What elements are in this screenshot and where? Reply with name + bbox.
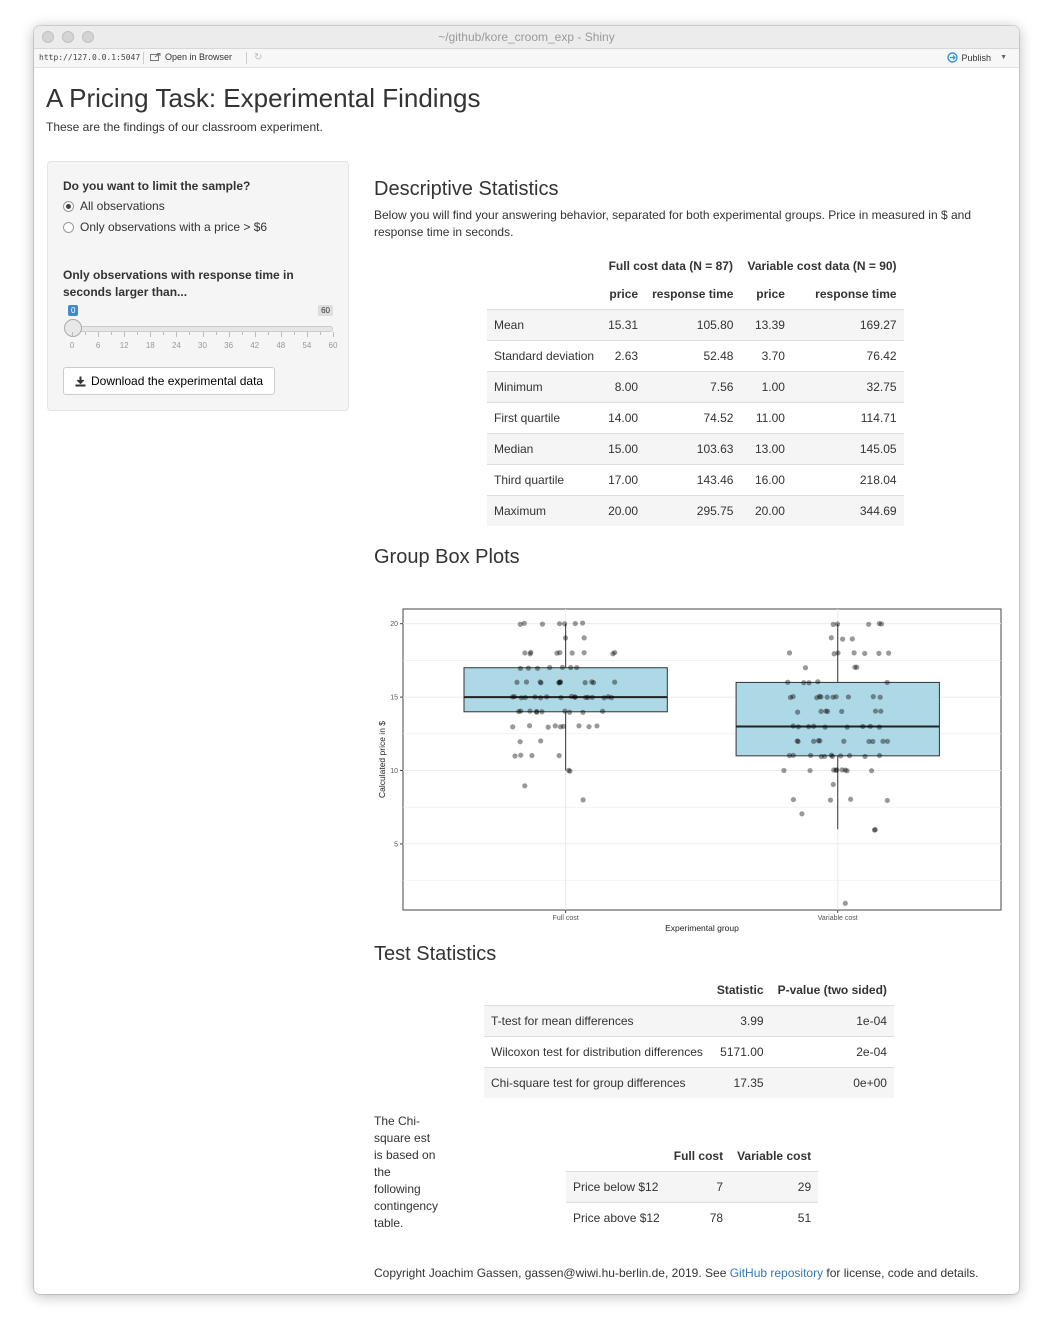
data-point [539, 709, 544, 714]
data-point [558, 680, 563, 685]
footer-text-end: for license, code and details. [823, 1266, 979, 1280]
data-point [817, 694, 822, 699]
data-point [516, 709, 521, 714]
radio-label: All observations [80, 199, 165, 213]
y-axis-title: Calculated price in $ [377, 720, 387, 799]
data-point [562, 621, 567, 626]
data-point [553, 723, 558, 728]
data-point [566, 768, 571, 773]
data-point [547, 665, 552, 670]
sidebar-panel [47, 161, 349, 411]
radio-label: Only observations with a price > $6 [80, 220, 268, 234]
slider-tick-label: 0 [69, 341, 75, 350]
data-point [787, 753, 792, 758]
data-point [847, 753, 852, 758]
data-point [873, 708, 878, 713]
data-point [807, 768, 812, 773]
group-header-variable: Variable cost data (N = 90) [747, 258, 897, 273]
data-point [885, 680, 890, 685]
window-title: ~/github/kore_croom_exp - Shiny [438, 30, 615, 44]
slider-tick [294, 332, 295, 335]
slider-tick [320, 332, 321, 335]
data-point [512, 753, 517, 758]
full-response-cell: 7.56 [645, 371, 740, 402]
slider-min-badge: 0 [68, 305, 78, 316]
data-point [811, 739, 816, 744]
publish-label: Publish [961, 52, 992, 63]
data-point [563, 635, 568, 640]
slider-tick-label: 24 [171, 341, 181, 350]
y-tick-label: 15 [390, 694, 398, 702]
data-point [535, 666, 540, 671]
slider-tick-label: 54 [302, 341, 312, 350]
data-point [518, 753, 523, 758]
price-box-plot [374, 604, 1004, 934]
url-label: http://127.0.0.1:5047 [39, 53, 141, 62]
data-point [854, 665, 859, 670]
data-point [528, 651, 533, 656]
data-point [852, 650, 857, 655]
data-point [527, 723, 532, 728]
data-point [538, 680, 543, 685]
variable-response-cell: 114.71 [792, 402, 904, 433]
slider-handle[interactable] [64, 319, 82, 337]
footer [374, 1266, 979, 1280]
data-point [544, 694, 549, 699]
data-point [843, 901, 848, 906]
group-header-full: Full cost data (N = 87) [608, 258, 733, 273]
slider-tick-label: 12 [119, 341, 129, 350]
slider-tick [216, 332, 217, 335]
shiny-page [34, 67, 1019, 1294]
data-point [828, 798, 833, 803]
data-point [557, 650, 562, 655]
open-in-browser-label: Open in Browser [165, 52, 233, 62]
data-point [848, 797, 853, 802]
data-point [880, 739, 885, 744]
data-point [518, 666, 523, 671]
variable-response-cell: 169.27 [792, 309, 904, 340]
data-point [512, 694, 517, 699]
data-point [527, 708, 532, 713]
download-icon [75, 376, 86, 387]
data-point [791, 723, 796, 728]
data-point [594, 723, 599, 728]
data-point [873, 827, 878, 832]
title-bar [34, 26, 1019, 49]
publish-icon [947, 52, 958, 63]
row-label: Third quartile [487, 464, 601, 495]
data-point [589, 679, 594, 684]
y-tick-label: 10 [390, 768, 398, 776]
data-point [580, 620, 585, 625]
variable-price-cell: 1.00 [740, 371, 792, 402]
data-point [606, 694, 611, 699]
data-point [817, 738, 822, 743]
boxplot-heading: Group Box Plots [374, 546, 520, 568]
data-point [795, 738, 800, 743]
open-in-browser-button[interactable] [150, 52, 232, 62]
test-heading: Test Statistics [374, 943, 497, 965]
contingency-label: Price below $12 [566, 1171, 667, 1202]
y-tick-label: 20 [390, 621, 398, 629]
full-response-cell: 105.80 [645, 309, 740, 340]
full-price-cell: 20.00 [601, 495, 645, 526]
test-label: Chi-square test for group differences [484, 1067, 710, 1098]
page-title: A Pricing Task: Experimental Findings [46, 83, 481, 113]
variable-response-cell: 76.42 [792, 340, 904, 371]
data-point [834, 767, 839, 772]
slider-max-badge: 60 [318, 305, 333, 316]
data-point [806, 724, 811, 729]
slider-tick [85, 332, 86, 335]
data-point [558, 695, 563, 700]
data-point [612, 650, 617, 655]
variable-price-cell: 16.00 [740, 464, 792, 495]
full-price-cell: 2.63 [601, 340, 645, 371]
slider-tick-label: 48 [276, 341, 286, 350]
col-price: price [756, 287, 785, 302]
data-point [524, 679, 529, 684]
data-point [841, 739, 846, 744]
data-point [822, 725, 827, 730]
p-value-cell: 0e+00 [771, 1067, 894, 1098]
x-tick-label: Variable cost [817, 915, 858, 922]
table-row [487, 433, 904, 464]
slider-tick [333, 332, 334, 337]
col-variable-cost: Variable cost [737, 1148, 812, 1163]
full-cost-count: 7 [667, 1171, 730, 1202]
variable-cost-count: 29 [730, 1171, 818, 1202]
variable-price-cell: 13.00 [740, 433, 792, 464]
full-response-cell: 295.75 [645, 495, 740, 526]
data-point [870, 739, 875, 744]
data-point [876, 651, 881, 656]
full-price-cell: 14.00 [601, 402, 645, 433]
data-point [562, 709, 567, 714]
data-point [866, 622, 871, 627]
data-point [877, 725, 882, 730]
table-row [484, 1005, 894, 1036]
data-point [580, 710, 585, 715]
data-point [838, 753, 843, 758]
data-point [523, 695, 528, 700]
slider-tick-label: 6 [95, 341, 101, 350]
slider-tick [98, 332, 99, 337]
table-row [487, 340, 904, 371]
row-label: Median [487, 433, 601, 464]
slider-tick [255, 332, 256, 337]
col-response-time: response time [815, 287, 897, 302]
slider-tick [111, 332, 112, 335]
data-point [518, 622, 523, 627]
data-point [862, 754, 867, 759]
contingency-intro: The Chi-square est is based on the following contingency table. [374, 1114, 439, 1230]
slider-tick [124, 332, 125, 337]
data-point [806, 680, 811, 685]
data-point [788, 695, 793, 700]
refresh-icon[interactable]: ↻ [254, 52, 263, 63]
data-point [787, 650, 792, 655]
data-point [839, 709, 844, 714]
data-point [808, 753, 813, 758]
data-point [871, 694, 876, 699]
slider-tick [203, 332, 204, 337]
radio-all-observations[interactable] [63, 199, 165, 213]
table-row [484, 1067, 894, 1098]
col-p-value: P-value (two sided) [777, 982, 887, 997]
table-row [487, 309, 904, 340]
variable-response-cell: 32.75 [792, 371, 904, 402]
data-point [885, 739, 890, 744]
variable-response-cell: 218.04 [792, 464, 904, 495]
full-price-cell: 17.00 [601, 464, 645, 495]
slider-tick [150, 332, 151, 337]
data-point [845, 725, 850, 730]
slider-tick [72, 332, 73, 337]
slider-tick [242, 332, 243, 335]
data-point [844, 768, 849, 773]
col-statistic: Statistic [716, 982, 764, 997]
row-label: Minimum [487, 371, 601, 402]
data-point [823, 708, 828, 713]
data-point [830, 695, 835, 700]
table-row [487, 402, 904, 433]
table-row [484, 1036, 894, 1067]
data-point [558, 724, 563, 729]
open-browser-icon [150, 53, 161, 62]
full-price-cell: 15.00 [601, 433, 645, 464]
data-point [600, 709, 605, 714]
full-price-cell: 15.31 [601, 309, 645, 340]
data-point [795, 710, 800, 715]
radio-selected-icon [63, 201, 74, 212]
variable-response-cell: 344.69 [792, 495, 904, 526]
data-point [832, 651, 837, 656]
data-point [835, 621, 840, 626]
data-point [514, 680, 519, 685]
data-point [567, 710, 572, 715]
data-point [526, 666, 531, 671]
data-point [878, 709, 883, 714]
data-point [799, 811, 804, 816]
statistic-cell: 5171.00 [710, 1036, 771, 1067]
data-point [886, 651, 891, 656]
data-point [580, 797, 585, 802]
data-point [869, 768, 874, 773]
row-label: Maximum [487, 495, 601, 526]
row-label: First quartile [487, 402, 601, 433]
data-point [877, 753, 882, 758]
data-point [815, 679, 820, 684]
variable-price-cell: 3.70 [740, 340, 792, 371]
variable-price-cell: 13.39 [740, 309, 792, 340]
response-time-label: Only observations with response time in seconds larger than... [63, 268, 294, 299]
slider-tick [176, 332, 177, 337]
download-data-button[interactable] [63, 367, 275, 395]
statistic-cell: 17.35 [710, 1067, 771, 1098]
contingency-label: Price above $12 [566, 1202, 667, 1233]
slider-tick [307, 332, 308, 337]
data-point [791, 797, 796, 802]
full-cost-count: 78 [667, 1202, 730, 1233]
data-point [811, 724, 816, 729]
data-point [574, 665, 579, 670]
sample-limit-label: Do you want to limit the sample? [63, 179, 251, 193]
radio-unselected-icon [63, 222, 74, 233]
viewer-toolbar [34, 49, 1019, 68]
github-link[interactable]: GitHub repository [729, 1266, 824, 1280]
data-point [510, 724, 515, 729]
full-price-cell: 8.00 [601, 371, 645, 402]
data-point [850, 636, 855, 641]
slider-tick [189, 332, 190, 335]
data-point [825, 695, 830, 700]
data-point [801, 680, 806, 685]
publish-button[interactable] [947, 52, 1007, 63]
full-response-cell: 52.48 [645, 340, 740, 371]
slider-tick [281, 332, 282, 337]
box-body [464, 668, 667, 712]
slider-tick-label: 60 [328, 341, 338, 350]
data-point [540, 622, 545, 627]
data-point [585, 695, 590, 700]
data-point [534, 709, 539, 714]
variable-price-cell: 20.00 [740, 495, 792, 526]
data-point [846, 694, 851, 699]
slider-tick [229, 332, 230, 337]
plot-panel [403, 609, 1001, 910]
data-point [546, 725, 551, 730]
data-point [796, 724, 801, 729]
data-point [583, 680, 588, 685]
table-row [487, 464, 904, 495]
data-point [818, 709, 823, 714]
data-point [803, 665, 808, 670]
full-response-cell: 74.52 [645, 402, 740, 433]
full-response-cell: 143.46 [645, 464, 740, 495]
variable-cost-count: 51 [730, 1202, 818, 1233]
slider-tick-label: 30 [198, 341, 207, 350]
data-point [538, 695, 543, 700]
row-label: Standard deviation [487, 340, 601, 371]
download-label: Download the experimental data [91, 374, 264, 388]
data-point [532, 694, 537, 699]
test-label: T-test for mean differences [484, 1005, 710, 1036]
col-response-time: response time [652, 287, 734, 302]
box-body [736, 682, 939, 755]
slider-tick-label: 42 [250, 341, 260, 350]
data-point [518, 739, 523, 744]
x-axis-title: Experimental group [665, 923, 739, 933]
data-point [785, 680, 790, 685]
data-point [573, 621, 578, 626]
data-point [781, 768, 786, 773]
slider-tick [137, 332, 138, 335]
row-label: Mean [487, 309, 601, 340]
table-row [487, 371, 904, 402]
response-time-slider[interactable] [63, 302, 338, 352]
data-point [860, 724, 865, 729]
descriptive-heading: Descriptive Statistics [374, 178, 559, 200]
col-price: price [609, 287, 639, 302]
radio-price-above-6[interactable] [63, 220, 267, 234]
slider-tick [268, 332, 269, 335]
data-point [557, 621, 562, 626]
data-point [612, 680, 617, 685]
descriptive-intro: Below you will find your answering behavior, separated for both experimental groups. Price in measured in $ and response time in seconds. [374, 208, 971, 239]
p-value-cell: 2e-04 [771, 1036, 894, 1067]
contingency-table [566, 1141, 818, 1233]
full-response-cell: 103.63 [645, 433, 740, 464]
data-point [522, 783, 527, 788]
variable-price-cell: 11.00 [740, 402, 792, 433]
data-point [576, 723, 581, 728]
data-point [529, 753, 534, 758]
data-point [877, 621, 882, 626]
app-window [34, 26, 1019, 1294]
data-point [829, 635, 834, 640]
data-point [538, 738, 543, 743]
data-point [568, 665, 573, 670]
data-point [878, 695, 883, 700]
table-row [487, 495, 904, 526]
col-full-cost: Full cost [673, 1148, 724, 1163]
data-point [829, 753, 834, 758]
data-point [582, 650, 587, 655]
footer-text: Copyright Joachim Gassen, gassen@wiwi.hu-berlin.de, 2019. See [374, 1266, 730, 1280]
data-point [831, 782, 836, 787]
statistic-cell: 3.99 [710, 1005, 771, 1036]
test-label: Wilcoxon test for distribution differences [484, 1036, 710, 1067]
data-point [586, 724, 591, 729]
data-point [560, 665, 565, 670]
table-row [566, 1171, 818, 1202]
slider-tick [163, 332, 164, 335]
slider-tick-label: 36 [224, 341, 234, 350]
data-point [885, 798, 890, 803]
page-subtitle: These are the findings of our classroom experiment. [46, 120, 323, 134]
data-point [572, 694, 577, 699]
data-point [862, 651, 867, 656]
data-point [582, 635, 587, 640]
variable-response-cell: 145.05 [792, 433, 904, 464]
y-tick-label: 5 [394, 841, 398, 849]
slider-tick-label: 18 [145, 341, 155, 350]
table-row [566, 1202, 818, 1233]
data-point [819, 754, 824, 759]
data-point [522, 650, 527, 655]
descriptive-table [487, 251, 904, 526]
chevron-down-icon: ▼ [1000, 54, 1007, 61]
p-value-cell: 1e-04 [771, 1005, 894, 1036]
data-point [840, 637, 845, 642]
test-table [484, 975, 894, 1098]
data-point [570, 650, 575, 655]
data-point [557, 753, 562, 758]
data-point [868, 724, 873, 729]
x-tick-label: Full cost [552, 915, 579, 922]
